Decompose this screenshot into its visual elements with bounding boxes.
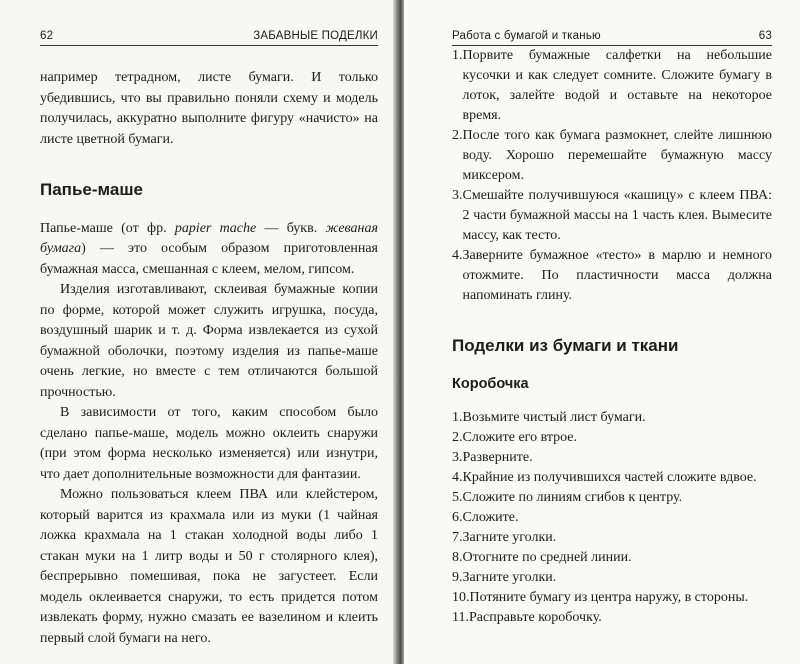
step-number: 3. bbox=[452, 188, 463, 203]
list-item bbox=[452, 528, 772, 548]
right-page-header bbox=[452, 30, 772, 46]
left-page-body bbox=[40, 68, 378, 649]
step-text: Загните уголки. bbox=[462, 570, 557, 585]
papier-mache-definition bbox=[40, 219, 378, 281]
list-item bbox=[452, 408, 772, 428]
list-item bbox=[452, 548, 772, 568]
step-text: Сложите по линиям сгибов к центру. bbox=[462, 490, 683, 505]
definition-text-a: Папье-маше (от фр. bbox=[40, 220, 175, 236]
step-text: Разверните. bbox=[462, 450, 533, 465]
step-text: Смешайте получившуюся «кашицу» с клеем ПВА: 2 части бумажной массы на 1 часть клея. Вымесите массу, как тесто. bbox=[462, 188, 772, 243]
step-text: Крайние из получившихся частей сложите вдвое. bbox=[462, 470, 757, 485]
list-item bbox=[452, 246, 772, 306]
left-running-head: ЗАБАВНЫЕ ПОДЕЛКИ bbox=[253, 30, 378, 42]
step-number: 1. bbox=[452, 410, 463, 425]
step-text: Отогните по средней линии. bbox=[462, 550, 632, 565]
section-title-paper-and-fabric-crafts: Поделки из бумаги и ткани bbox=[452, 336, 679, 355]
step-number: 6. bbox=[452, 510, 463, 525]
step-number: 11. bbox=[452, 610, 469, 625]
box-steps-list bbox=[452, 408, 772, 628]
section-title-papier-mache: Папье-маше bbox=[40, 180, 143, 199]
step-number: 4. bbox=[452, 248, 463, 263]
step-number: 4. bbox=[452, 470, 463, 485]
right-running-head: Работа с бумагой и тканью bbox=[452, 30, 601, 42]
list-item bbox=[452, 588, 772, 608]
step-number: 10. bbox=[452, 590, 470, 605]
right-page-number: 63 bbox=[758, 30, 772, 42]
step-text: Загните уголки. bbox=[462, 530, 557, 545]
list-item bbox=[452, 46, 772, 126]
left-page-header bbox=[40, 30, 378, 46]
list-item bbox=[452, 126, 772, 186]
step-number: 2. bbox=[452, 430, 463, 445]
definition-italic-term: papier mache bbox=[174, 220, 257, 236]
list-item bbox=[452, 186, 772, 246]
subsection-title-box: Коробочка bbox=[452, 376, 529, 392]
list-item bbox=[452, 448, 772, 468]
step-number: 9. bbox=[452, 570, 463, 585]
list-item bbox=[452, 608, 772, 628]
step-text: Порвите бумажные салфетки на небольшие кусочки и как следует сомните. Сложите бумагу в лоток, залейте водой и оставьте на некоторое время. bbox=[462, 48, 772, 123]
list-item bbox=[452, 568, 772, 588]
definition-text-c: ) — это особым образом приготовленная бумажная масса, смешанная с клеем, мелом, гипсом. bbox=[40, 241, 378, 277]
intro-paragraph: например тетрадном, листе бумаги. И только убедившись, что вы правильно поняли схему и модель получилась, аккуратно выполните фигуру «начисто» на листе цветной бумаги. bbox=[40, 70, 378, 147]
papier-mache-steps-list bbox=[452, 46, 772, 306]
papier-mache-paragraph-2: Изделия изготавливают, склеивая бумажные копии по форме, которой может служить игрушка, посуда, воздушный шарик и т. д. Форма извлекается из сухой бумажной оболочки, поэтому изделия из папье-маше очень легкие, но вместе с тем отличаются большой прочностью. bbox=[40, 282, 378, 400]
left-page bbox=[0, 0, 396, 664]
papier-mache-paragraph-4: Можно пользоваться клеем ПВА или клейстером, который варится из крахмала или из муки (1 чайная ложка крахмала на 1 стакан холодной воды либо 1 стакан муки на 1 литр воды и 50 г столярного клея), беспрерывно помешивая, пока не загустеет. Если модель оклеивается снаружи, то есть придется потом извлекать форму, нужно смазать ее вазелином и клеить первый слой бумаги на него. bbox=[40, 487, 378, 646]
step-number: 1. bbox=[452, 48, 463, 63]
step-text: Сложите. bbox=[462, 510, 519, 525]
step-number: 8. bbox=[452, 550, 463, 565]
definition-italic-translation: жеваная бумага bbox=[40, 220, 378, 256]
list-item bbox=[452, 468, 772, 488]
list-item bbox=[452, 508, 772, 528]
step-text: Потяните бумагу из центра наружу, в стороны. bbox=[469, 590, 749, 605]
step-text: Заверните бумажное «тесто» в марлю и немного отожмите. По пластичности масса должна напоминать глину. bbox=[462, 248, 772, 303]
step-text: После того как бумага размокнет, слейте лишнюю воду. Хорошо перемешайте бумажную массу миксером. bbox=[462, 128, 772, 183]
step-number: 3. bbox=[452, 450, 463, 465]
step-number: 2. bbox=[452, 128, 463, 143]
step-number: 7. bbox=[452, 530, 463, 545]
step-number: 5. bbox=[452, 490, 463, 505]
papier-mache-paragraph-3: В зависимости от того, каким способом было сделано папье-маше, модель можно оклеить снаружи (при этом форма несколько изменяется) или изнутри, что дает дополнительные возможности для фантазии. bbox=[40, 405, 378, 482]
list-item bbox=[452, 488, 772, 508]
step-text: Расправьте коробочку. bbox=[468, 610, 602, 625]
definition-text-b: — букв. bbox=[256, 220, 326, 236]
right-page bbox=[404, 0, 800, 664]
step-text: Возьмите чистый лист бумаги. bbox=[462, 410, 646, 425]
step-text: Сложите его втрое. bbox=[462, 430, 578, 445]
left-page-number: 62 bbox=[40, 30, 54, 42]
list-item bbox=[452, 428, 772, 448]
